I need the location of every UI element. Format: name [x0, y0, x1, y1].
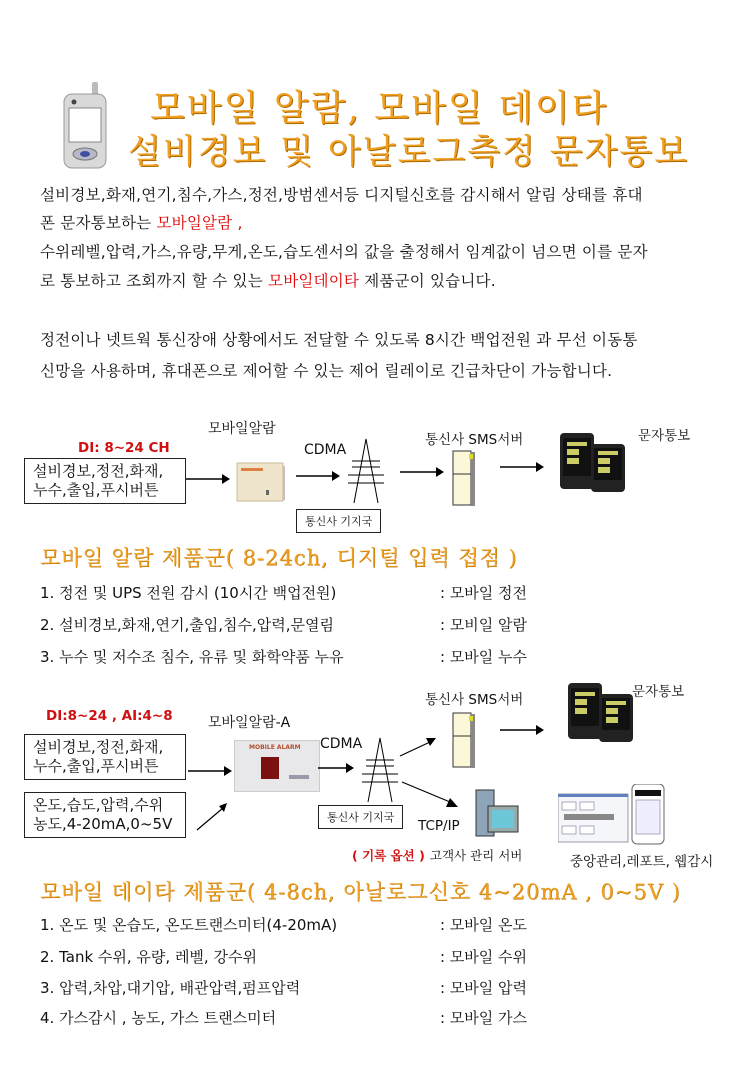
central-management-label: 중앙관리,레포트, 웹감시: [570, 854, 714, 870]
cdma-label: CDMA: [320, 736, 363, 752]
data-product-item: 2. Tank 수위, 유량, 레벨, 강수위: [40, 948, 257, 966]
digital-input-box: [24, 458, 186, 504]
cell-tower-icon: [346, 437, 386, 505]
data-product-name: : 모바일 가스: [440, 1009, 528, 1027]
alarm-product-name: : 모바일 정전: [440, 584, 528, 602]
alarm-products-heading: 모바일 알람 제품군( 8-24ch, 디지털 입력 접점 ): [40, 546, 518, 570]
data-product-name: : 모바일 온도: [440, 916, 528, 934]
intro-line-1: 설비경보,화재,연기,침수,가스,정전,방범센서등 디지털신호를 감시해서 알림 상태를 휴대: [40, 186, 643, 204]
sms-server-label: 통신사 SMS서버: [425, 692, 524, 708]
input-box-line-2: 농도,4-20mA,0~5V: [33, 815, 173, 833]
mobile-data-highlight: 모바일데이타: [268, 272, 360, 290]
intro-line-4-suffix: 제품군이 있습니다.: [359, 272, 496, 290]
page-title: 모바일 알람, 모바일 데이타: [150, 88, 609, 129]
intro-line-6: 신망을 사용하며, 휴대폰으로 제어할 수 있는 제어 릴레이로 긴급차단이 가능합니다.: [40, 362, 613, 380]
client-server-computer-icon: [474, 788, 520, 838]
intro-line-4-prefix: 로 통보하고 조회까지 할 수 있는: [40, 272, 269, 290]
mobile-alarm-a-label: 모바일알람-A: [208, 715, 291, 731]
sms-notification-label: 문자통보: [638, 428, 691, 444]
intro-line-3: 수위레벨,압력,가스,유량,무게,온도,습도센서의 값을 출정해서 임계값이 넘으면 이를 문자: [40, 243, 648, 261]
arrow-right-icon: [188, 765, 232, 777]
analog-input-box: [24, 792, 186, 838]
alarm-product-item: 2. 설비경보,화재,연기,출입,침수,압력,문열림: [40, 616, 335, 634]
mobile-phone-icon: [62, 82, 108, 170]
arrow-right-icon: [186, 473, 230, 485]
data-product-name: : 모바일 압력: [440, 979, 528, 997]
intro-line-2: [40, 208, 243, 238]
page-subtitle: 설비경보 및 아날로그측정 문자통보: [128, 132, 690, 172]
input-box-line-2: 누수,출입,푸시버튼: [33, 481, 159, 499]
data-products-heading: 모바일 데이타 제품군( 4-8ch, 아날로그신호 4~20mA , 0~5V ): [40, 880, 681, 904]
input-box-line-1: 설비경보,정전,화재,: [33, 738, 164, 756]
base-station-label: 통신사 기지국: [318, 805, 403, 829]
mobile-alarm-device-icon: [236, 462, 286, 502]
tcp-ip-label: TCP/IP: [418, 818, 460, 834]
device-panel-text: MOBILE ALARM: [249, 744, 301, 751]
data-product-name: : 모바일 수위: [440, 948, 528, 966]
alarm-product-item: 1. 정전 및 UPS 전원 감시 (10시간 백업전원): [40, 584, 337, 602]
arrow-up-right-icon: [398, 734, 438, 758]
arrow-diagonal-icon: [195, 800, 231, 832]
intro-line-2-prefix: 폰 문자통보하는: [40, 214, 157, 232]
arrow-right-icon: [500, 724, 544, 736]
cell-tower-icon: [360, 736, 400, 804]
intro-line-4: [40, 266, 496, 296]
data-product-item: 4. 가스감시 , 농도, 가스 트랜스미터: [40, 1009, 277, 1027]
sms-server-label: 통신사 SMS서버: [425, 432, 524, 448]
central-monitoring-screens-icon: [558, 784, 668, 846]
smartphones-sms-icon: [558, 432, 628, 494]
arrow-right-icon: [296, 470, 340, 482]
arrow-right-icon: [500, 461, 544, 473]
sms-notification-label: 문자통보: [632, 684, 685, 700]
alarm-product-name: : 모바일 누수: [440, 648, 528, 666]
sms-server-icon: [452, 712, 476, 768]
input-box-line-1: 온도,습도,압력,수위: [33, 796, 164, 814]
mobile-alarm-highlight: 모바일알람 ,: [156, 214, 243, 232]
alarm-product-item: 3. 누수 및 저수조 침수, 유류 및 화학약품 누유: [40, 648, 344, 666]
smartphones-sms-icon: [566, 682, 636, 744]
di-ai-channel-label: DI:8~24 , AI:4~8: [46, 708, 173, 724]
base-station-label: 통신사 기지국: [296, 509, 381, 533]
digital-input-box: [24, 734, 186, 780]
input-box-line-2: 누수,출입,푸시버튼: [33, 757, 159, 775]
data-product-item: 1. 온도 및 온습도, 온도트랜스미터(4-20mA): [40, 916, 338, 934]
cdma-label: CDMA: [304, 442, 347, 458]
record-option-label: ( 기록 옵션 ): [352, 848, 425, 863]
data-product-item: 3. 압력,차압,대기압, 배관압력,펌프압력: [40, 979, 301, 997]
arrow-right-icon: [400, 466, 444, 478]
mobile-alarm-a-device-icon: [234, 740, 320, 792]
input-box-line-1: 설비경보,정전,화재,: [33, 462, 164, 480]
arrow-down-right-icon: [400, 780, 460, 810]
alarm-product-name: : 모비일 알람: [440, 616, 528, 634]
mobile-alarm-device-label: 모바일알람: [208, 421, 276, 437]
client-server-caption: [352, 845, 522, 864]
client-server-label: 고객사 관리 서버: [429, 848, 523, 863]
sms-server-icon: [452, 450, 476, 506]
di-channel-label: DI: 8~24 CH: [78, 440, 170, 456]
arrow-right-icon: [318, 762, 354, 774]
intro-line-5: 정전이나 넷트웍 통신장애 상황에서도 전달할 수 있도록 8시간 백업전원 과 무선 이동통: [40, 331, 638, 349]
